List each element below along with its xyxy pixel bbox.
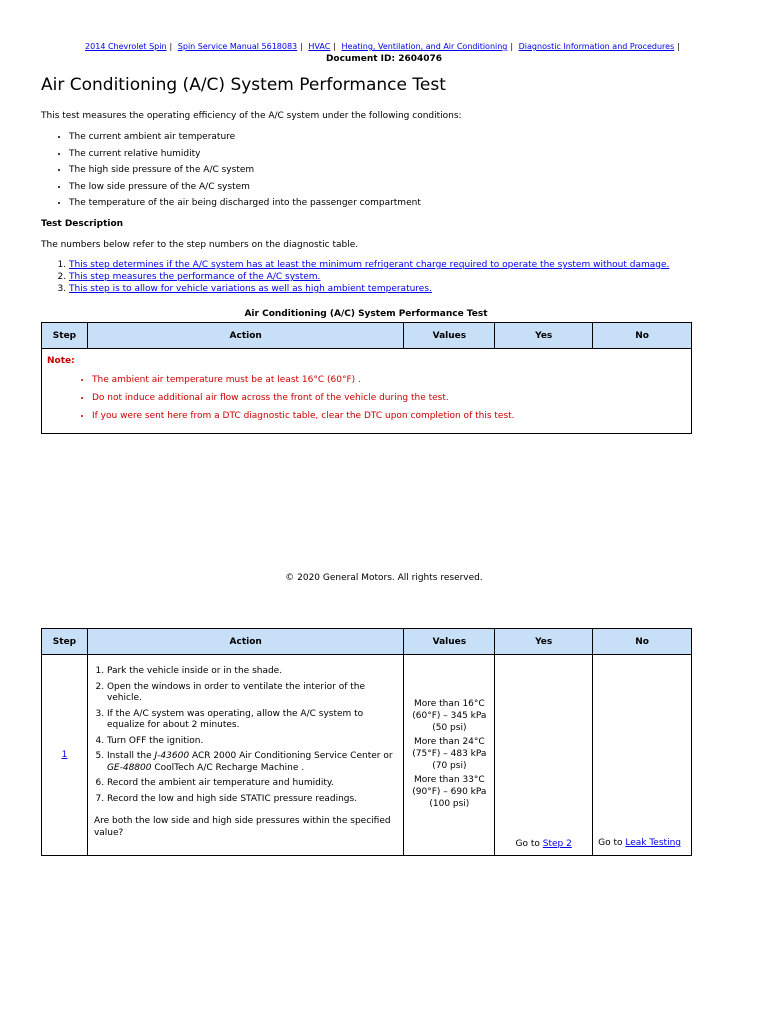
action-item: 7. Record the low and high side STATIC pressure readings.: [107, 794, 396, 806]
breadcrumb-separator: |: [510, 42, 514, 51]
step-note-item: [69, 271, 669, 283]
step-note-link-3[interactable]: This step is to allow for vehicle variations as well as high ambient temperatures.: [69, 284, 432, 294]
table-header-row: [42, 323, 692, 349]
values-cell: [404, 655, 495, 856]
table-header-row: [42, 629, 692, 655]
header-no: No: [593, 629, 692, 655]
numbers-note: The numbers below refer to the step numbers on the diagnostic table.: [41, 240, 359, 250]
step-note-item: [69, 259, 669, 271]
action-item: 6. Record the ambient air temperature and humidity.: [107, 778, 396, 790]
action-item: 1. Park the vehicle inside or in the shade.: [107, 666, 396, 678]
tool-number: J-43600: [154, 751, 190, 761]
leak-testing-link[interactable]: Leak Testing: [625, 838, 681, 848]
copyright: © 2020 General Motors. All rights reserved.: [285, 573, 483, 583]
header-action: Action: [87, 629, 403, 655]
breadcrumb-link-heating[interactable]: Heating, Ventilation, and Air Conditioning: [341, 42, 508, 51]
goto-step-2-link[interactable]: Step 2: [542, 839, 572, 849]
action-text: CoolTech A/C Recharge Machine .: [151, 762, 305, 773]
step-notes-list: [41, 259, 669, 295]
page-title: Air Conditioning (A/C) System Performance Test: [41, 75, 446, 95]
value-item: More than 16°C (60°F) – 345 kPa (50 psi): [412, 699, 487, 733]
action-cell: [87, 655, 403, 856]
action-list: [89, 666, 402, 805]
table-row: [42, 655, 692, 856]
tool-number: GE-48800: [106, 762, 152, 773]
test-description-heading: Test Description: [41, 219, 124, 229]
note-list: [42, 371, 691, 425]
header-step: Step: [42, 323, 88, 349]
breadcrumb-separator: |: [333, 42, 336, 51]
diagnostic-table: [41, 628, 692, 856]
action-text: ACR 2000 Air Conditioning Service Center or: [189, 751, 393, 761]
header-values: Values: [404, 323, 495, 349]
breadcrumb-link-manual[interactable]: Spin Service Manual 5618083: [177, 42, 298, 51]
step-note-link-1[interactable]: This step determines if the A/C system has at least the minimum refrigerant charge required to operate the system without damage.: [69, 260, 670, 270]
action-item: 2. Open the windows in order to ventilate the interior of the vehicle.: [107, 682, 396, 705]
document-id: Document ID: 2604076: [325, 54, 443, 64]
breadcrumb-separator: |: [300, 42, 303, 51]
note-table: [41, 322, 692, 434]
step-1-link[interactable]: 1: [61, 750, 68, 760]
breadcrumb-separator: |: [677, 42, 680, 51]
condition-item: • The low side pressure of the A/C system: [69, 179, 421, 196]
step-note-item: [69, 283, 669, 295]
breadcrumb-separator: |: [169, 42, 173, 51]
breadcrumb-link-diagnostic[interactable]: Diagnostic Information and Procedures: [518, 42, 675, 51]
condition-item: • The temperature of the air being discharged into the passenger compartment: [69, 195, 421, 212]
conditions-list: [41, 129, 421, 212]
breadcrumb-link-vehicle[interactable]: 2014 Chevrolet Spin: [85, 42, 167, 51]
no-text: Go to: [598, 838, 626, 848]
yes-cell: [495, 655, 593, 856]
action-item: [107, 751, 396, 774]
condition-item: • The high side pressure of the A/C system: [69, 162, 421, 179]
step-cell: [42, 655, 88, 856]
note-cell: [42, 349, 692, 434]
note-item: • Do not induce additional air flow across the front of the vehicle during the test.: [92, 389, 691, 407]
yes-text: Go to: [515, 839, 543, 849]
value-item: More than 33°C (90°F) – 690 kPa (100 psi): [412, 775, 487, 809]
breadcrumb-link-hvac[interactable]: HVAC: [308, 42, 331, 51]
no-cell: [593, 655, 692, 856]
condition-item: • The current relative humidity: [69, 146, 421, 163]
action-item: 3. If the A/C system was operating, allow the A/C system to equalize for about 2 minutes.: [107, 709, 396, 732]
header-yes: Yes: [495, 323, 593, 349]
header-yes: Yes: [495, 629, 593, 655]
note-label: Note:: [47, 356, 75, 366]
header-values: Values: [404, 629, 495, 655]
action-item: 4. Turn OFF the ignition.: [107, 736, 396, 748]
question-text: Are both the low side and high side pressures within the specified value?: [93, 816, 391, 838]
action-text: Install the: [106, 751, 155, 761]
header-step: Step: [42, 629, 88, 655]
value-item: More than 24°C (75°F) – 483 kPa (70 psi): [412, 737, 487, 771]
breadcrumb: [0, 41, 768, 52]
step-note-link-2[interactable]: This step measures the performance of the A/C system.: [69, 272, 321, 282]
condition-item: • The current ambient air temperature: [69, 129, 421, 146]
header-action: Action: [87, 323, 403, 349]
intro-text: This test measures the operating efficiency of the A/C system under the following conditions:: [41, 111, 462, 121]
note-item: • The ambient air temperature must be at least 16°C (60°F) .: [92, 371, 691, 389]
note-item: • If you were sent here from a DTC diagnostic table, clear the DTC upon completion of this test.: [92, 407, 691, 425]
header-no: No: [593, 323, 692, 349]
note-row: [42, 349, 692, 434]
table-caption: Air Conditioning (A/C) System Performance Test: [244, 309, 488, 319]
